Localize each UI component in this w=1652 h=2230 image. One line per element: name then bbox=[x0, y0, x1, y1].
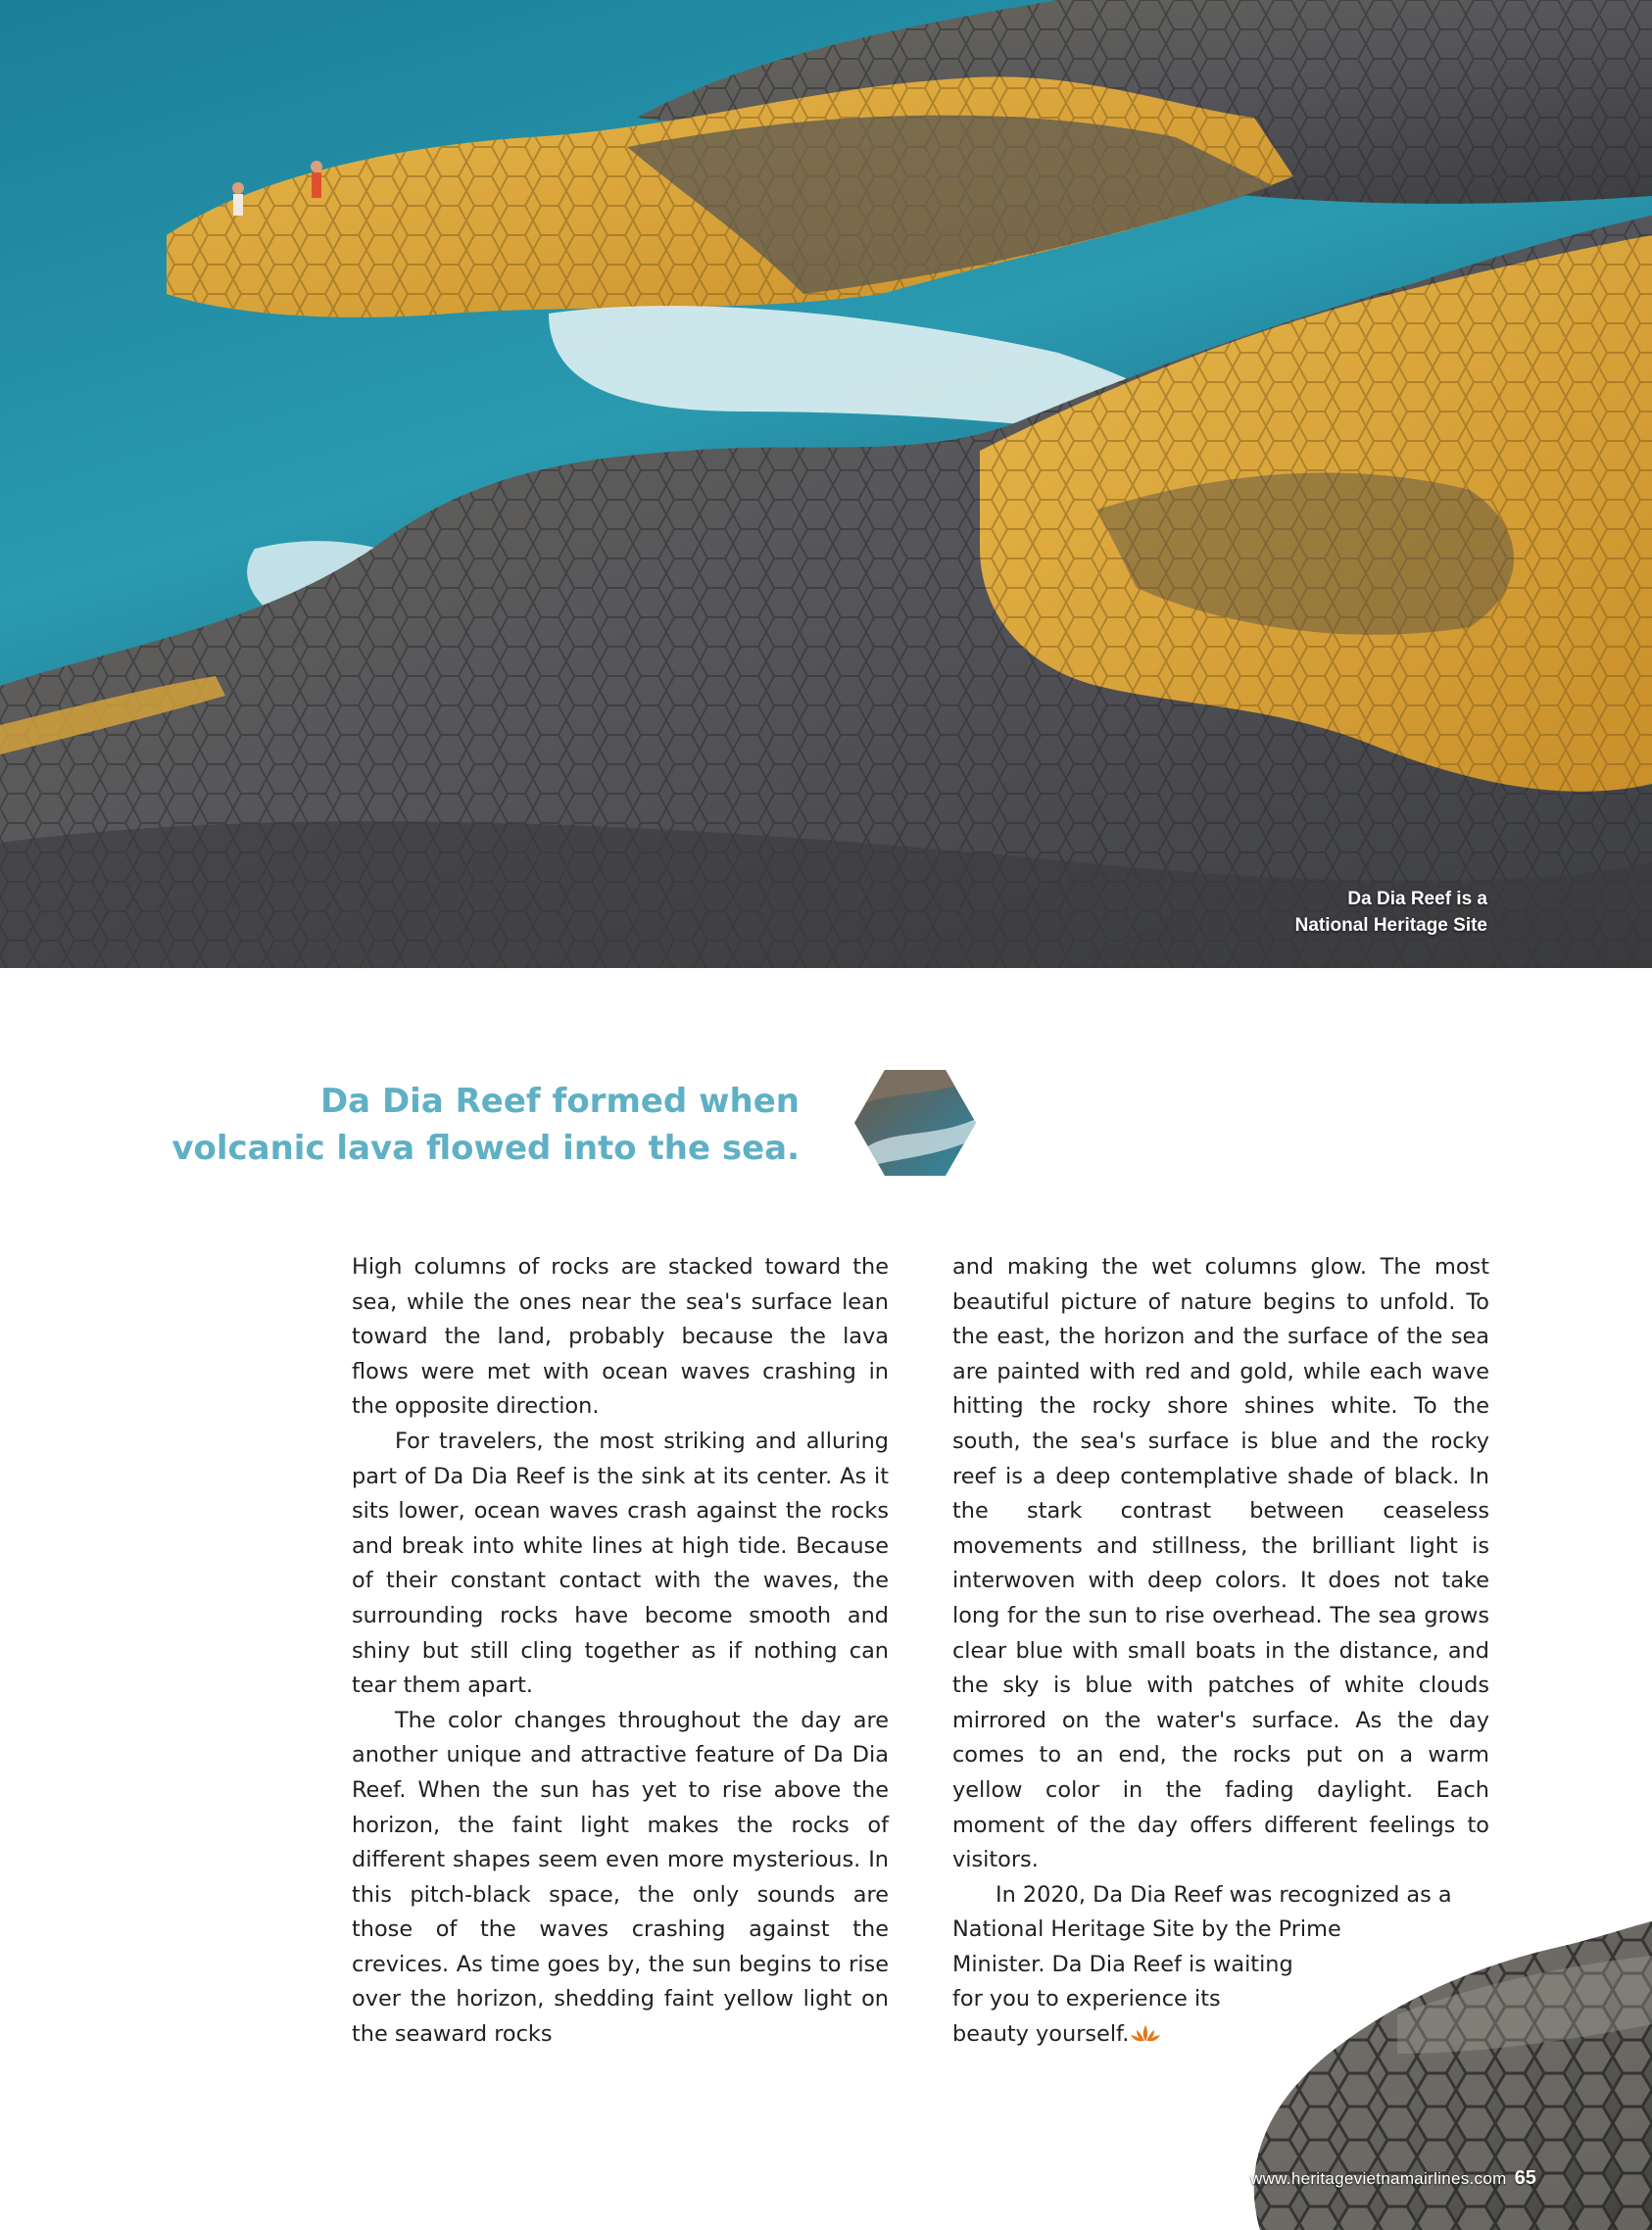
closing-line: for you to experience its bbox=[952, 1986, 1221, 2012]
article-paragraph: For travelers, the most striking and alluring part of Da Dia Reef is the sink at its center. As it sits lower, ocean waves crash against the rocks and break into white lines at high tide. Because of their constant contact with the waves, the surrounding rocks have become smooth and shiny but still cling together as if nothing can tear them apart. bbox=[352, 1428, 889, 1699]
article-paragraph: The color changes throughout the day are another unique and attractive feature of Da Dia Reef. When the sun has yet to rise above the horizon, the faint light makes the rocks of different shapes seem even more mysterious. In this pitch-black space, the only sounds are those of the waves crashing against the crevices. As time goes by, the sun begins to rise over the horizon, shedding faint yellow light on the seaward rocks bbox=[352, 1707, 889, 2048]
closing-line: National Heritage Site by the Prime bbox=[952, 1916, 1341, 1943]
closing-line: In 2020, Da Dia Reef was recognized as a bbox=[996, 1881, 1452, 1908]
closing-line: beauty yourself. bbox=[952, 2021, 1130, 2048]
article-paragraph: and making the wet columns glow. The most beautiful picture of nature begins to unfold. To the east, the horizon and the surface of the sea are painted with red and gold, while each wave hitting the rocky shore shines white. To the south, the sea's surface is blue and the rocky reef is a deep contemplative shade of black. In the stark contrast between ceaseless movements and stillness, the brilliant light is interwoven with deep colors. It does not take long for the sun to rise overhead. The sea grows clear blue with small boats in the distance, and the sky is blue with patches of white clouds mirrored on the water's surface. As the day comes to an end, the rocks put on a warm yellow color in the fading daylight. Each moment of the day offers different feelings to visitors. bbox=[952, 1254, 1489, 1873]
closing-line: Minister. Da Dia Reef is waiting bbox=[952, 1951, 1293, 1977]
pull-quote bbox=[118, 1078, 800, 1172]
hexagon-thumbnail-image bbox=[854, 1070, 976, 1176]
pull-quote-line-2: volcanic lava flowed into the sea. bbox=[171, 1129, 800, 1168]
page-number: 65 bbox=[1514, 2167, 1536, 2189]
page-footer bbox=[1250, 2167, 1536, 2190]
website-link[interactable]: www.heritagevietnamairlines.com bbox=[1250, 2169, 1507, 2188]
photo-caption-line-2: National Heritage Site bbox=[1294, 915, 1487, 936]
article-paragraph: High columns of rocks are stacked toward the sea, while the ones near the sea's surface lean toward the land, probably because the lava flows were met with ocean waves crashing in the opposite direction. bbox=[352, 1254, 889, 1420]
article-column-left bbox=[352, 1250, 889, 2053]
reef-aerial-illustration bbox=[0, 0, 1652, 968]
photo-caption bbox=[1295, 886, 1487, 939]
pull-quote-line-1: Da Dia Reef formed when bbox=[319, 1082, 800, 1121]
hero-photo bbox=[0, 0, 1652, 968]
photo-caption-line-1: Da Dia Reef is a bbox=[1347, 889, 1487, 909]
